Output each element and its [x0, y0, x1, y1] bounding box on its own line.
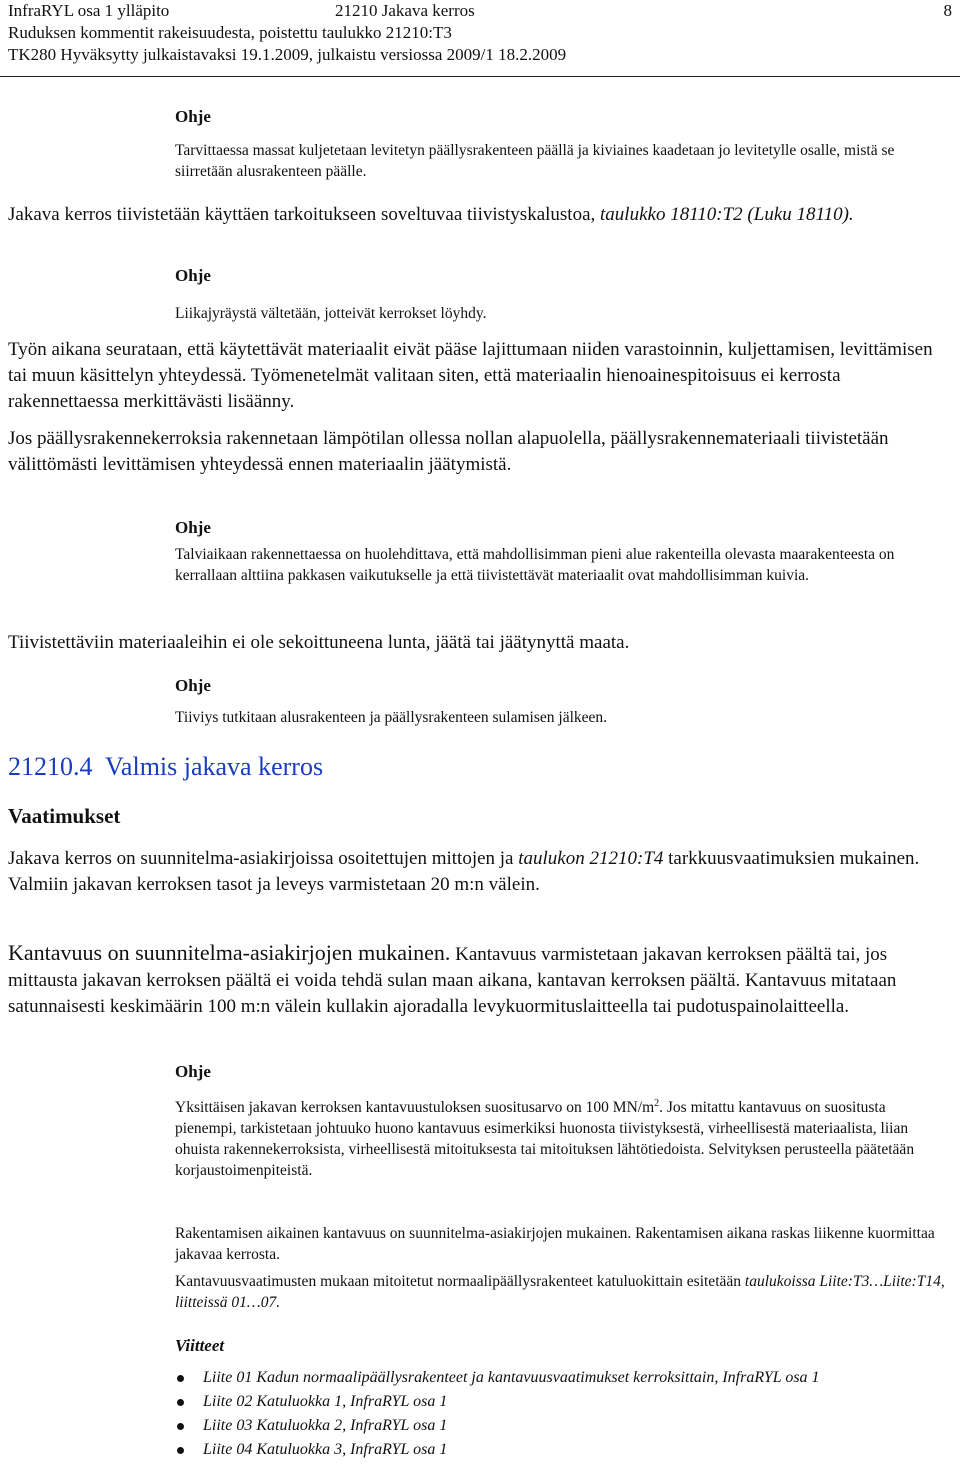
references-list [175, 1366, 955, 1462]
table-reference[interactable]: taulukon 21210:T4 [518, 848, 664, 869]
list-item[interactable]: Liite 03 Katuluokka 2, InfraRYL osa 1 [175, 1414, 955, 1438]
section-number: 21210.4 [8, 752, 93, 781]
note-5-text: Yksittäisen jakavan kerroksen kantavuustuloksen suositusarvo on 100 MN/m [175, 1099, 655, 1116]
list-item[interactable]: Liite 02 Katuluokka 1, InfraRYL osa 1 [175, 1390, 955, 1414]
paragraph-6-lead: Kantavuus on suunnitelma-asiakirjojen mukainen. [8, 940, 451, 965]
superscript: 2 [654, 1097, 660, 1109]
subheading: Vaatimukset [8, 804, 121, 828]
page-header [0, 0, 960, 77]
ohje-label: Ohje [175, 518, 211, 537]
header-line-1 [8, 0, 475, 22]
list-item[interactable]: Liite 01 Kadun normaalipäällysrakenteet ja kantavuusvaatimukset kerroksittain, InfraRYL osa 1 [175, 1366, 955, 1390]
note-1: Tarvittaessa massat kuljetetaan levitetyn päällysrakenteen päällä ja kiviaines kaadetaan jo levitetylle osalle, mistä se siirretään alusrakenteen päälle. [175, 142, 895, 180]
note-5-text-cont: . Jos mitattu kantavuus on suositusta pienempi, tarkistetaan johtuuko huono kantavuus esimerkiksi huonosta tiivistyksestä, virheellisestä materiaalista, liian ohuista rakennekerroksista, virheellisestä mitoituksesta tai mitoituksen lähtötiedoista. Selvityksen perusteella päätetään korjaustoimenpiteistä. [175, 1099, 915, 1179]
paragraph-4: Tiivistettäviin materiaaleihin ei ole sekoittuneena lunta, jäätä tai jäätynyttä maata. [8, 632, 630, 653]
note-7 [175, 1271, 950, 1313]
note-6: Rakentamisen aikainen kantavuus on suunnitelma-asiakirjojen mukainen. Rakentamisen aikana raskas liikenne kuormittaa jakavaa kerrosta. [175, 1225, 935, 1263]
note-5 [175, 1097, 950, 1181]
paragraph-2: Työn aikana seurataan, että käytettävät materiaalit eivät pääse lajittumaan niiden varastoinnin, kuljettamisen, levittämisen tai muun käsittelyn yhteydessä. Työmenetelmät valitaan siten, että materiaalin hienoainespitoisuus ei kerrosta rakennettaessa merkittävästi lisäänny. [8, 339, 933, 412]
ohje-label: Ohje [175, 1062, 211, 1081]
table-reference[interactable]: taulukoissa Liite:T3…Liite:T14, liitteissä 01…07. [175, 1273, 945, 1311]
note-2: Liikajyräystä vältetään, jotteivät kerrokset löyhdy. [175, 305, 487, 322]
paragraph-6-text: Kantavuus varmistetaan jakavan kerroksen päältä tai, jos mittausta jakavan kerroksen päältä ei voida tehdä sulan maan aikana, kantavan kerroksen päältä. Kantavuus mitataan satunnaisesti keskimäärin 100 m:n välein kullakin ajoradalla levykuormituslaitteella tai pudotuspainolaitteella. [8, 944, 897, 1017]
paragraph-5 [8, 846, 948, 898]
paragraph-1-text: Jakava kerros tiivistetään käyttäen tarkoitukseen soveltuvaa tiivistyskalustoa, [8, 204, 601, 225]
header-section-title: 21210 Jakava kerros [335, 1, 475, 20]
paragraph-6 [8, 940, 948, 1020]
list-item[interactable]: Liite 04 Katuluokka 3, InfraRYL osa 1 [175, 1438, 955, 1462]
ohje-label: Ohje [175, 266, 211, 285]
header-line-2: Ruduksen kommentit rakeisuudesta, poistettu taulukko 21210:T3 [8, 23, 452, 42]
page-number: 8 [943, 1, 952, 20]
note-3: Talviaikaan rakennettaessa on huolehdittava, että mahdollisimman pieni alue rakenteilla olevasta maarakenteesta on kerrallaan alttiina pakkasen vaikutukselle ja että tiivistettävät materiaalit ovat mahdollisimman kuivia. [175, 546, 895, 584]
note-7-text: Kantavuusvaatimusten mukaan mitoitetut normaalipäällysrakenteet katuluokittain esitetään [175, 1273, 745, 1290]
references-label: Viitteet [175, 1336, 225, 1355]
paragraph-5-text-cont: tarkkuusvaatimuksien mukainen. Valmiin jakavan kerroksen tasot ja leveys varmistetaan 20 m:n välein. [8, 848, 920, 895]
ohje-label: Ohje [175, 676, 211, 695]
reference-link[interactable]: taulukko 18110:T2 (Luku 18110). [600, 204, 854, 225]
paragraph-5-text: Jakava kerros on suunnitelma-asiakirjoissa osoitettujen mittojen ja [8, 848, 519, 869]
header-line-3: TK280 Hyväksytty julkaistavaksi 19.1.2009, julkaistu versiossa 2009/1 18.2.2009 [8, 45, 567, 64]
paragraph-3: Jos päällysrakennekerroksia rakennetaan lämpötilan ollessa nollan alapuolella, päällysrakennemateriaali tiivistetään välittömästi levittämisen yhteydessä ennen materiaalin jäätymistä. [8, 428, 889, 475]
ohje-label: Ohje [175, 107, 211, 126]
section-title: Valmis jakava kerros [105, 752, 324, 781]
paragraph-1 [8, 202, 948, 228]
header-doc-title: InfraRYL osa 1 ylläpito [8, 1, 170, 20]
note-4: Tiiviys tutkitaan alusrakenteen ja päällysrakenteen sulamisen jälkeen. [175, 709, 608, 726]
section-heading [8, 752, 323, 782]
